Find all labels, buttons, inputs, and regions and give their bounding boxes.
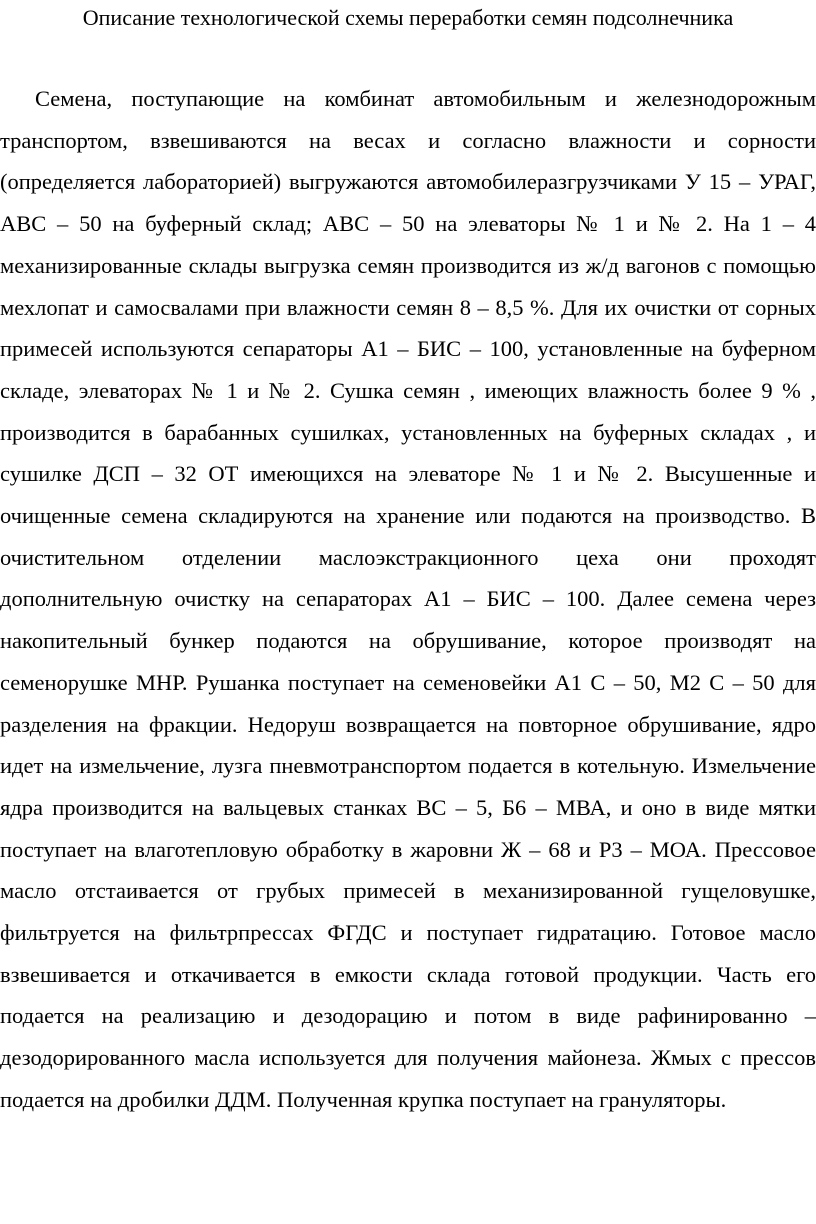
document-title: Описание технологической схемы переработки семян подсолнечника	[82, 5, 734, 30]
body-paragraph: Семена, поступающие на комбинат автомобильным и железнодорожным транспортом, взвешиваются на весах и согласно влажности и сорности (определяется лабораторией) выгружаются автомобилеразгрузчиками У 15 – УРАГ, АВС – 50 на буферный склад; АВС – 50 на элеваторы № 1 и № 2. На 1 – 4 механизированные склады выгрузка семян производится из ж/д вагонов с помощью мехлопат и самосвалами при влажности семян 8 – 8,5 %. Для их очистки от сорных примесей используются сепараторы А1 – БИС – 100, установленные на буферном складе, элеваторах № 1 и № 2. Сушка семян , имеющих влажность более 9 % , производится в барабанных сушилках, установленных на буферных складах , и сушилке ДСП – 32 ОТ имеющихся на элеваторе № 1 и № 2. Высушенные и очищенные семена складируются на хранение или подаются на производство. В очистительном отделении маслоэкстракционного цеха они проходят дополнительную очистку на сепараторах А1 – БИС – 100. Далее семена через накопительный бункер подаются на обрушивание, которое производят на семенорушке МНР. Рушанка поступает на семеновейки А1 С – 50, М2 С – 50 для разделения на фракции. Недоруш возвращается на повторное обрушивание, ядро идет на измельчение, лузга пневмотранспортом подается в котельную. Измельчение ядра производится на вальцевых станках ВС – 5, Б6 – МВА, и оно в виде мятки поступает на влаготепловую обработку в жаровни Ж – 68 и Р3 – МОА. Прессовое масло отстаивается от грубых примесей в механизированной гущеловушке, фильтруется на фильтрпрессах ФГДС и поступает гидратацию. Готовое масло взвешивается и откачивается в емкости склада готовой продукции. Часть его подается на реализацию и дезодорацию и потом в виде рафинированно – дезодорированного масла используется для получения майонеза. Жмых с прессов подается на дробилки ДДМ. Полученная крупка поступает на грануляторы.	[0, 86, 816, 1112]
